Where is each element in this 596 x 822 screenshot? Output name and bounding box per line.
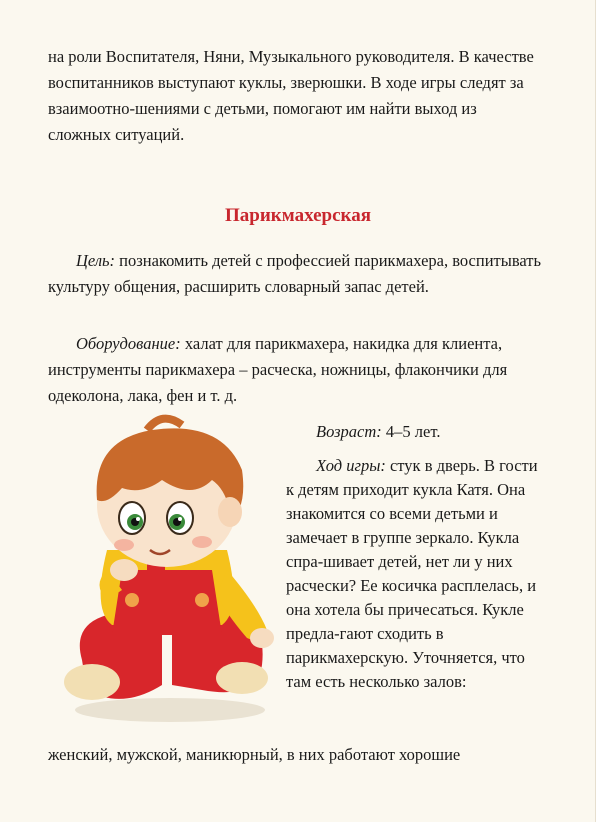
- game-course-text: стук в дверь. В гости к детям приходит кукла Катя. Она знакомится со всеми детьми и замечает в группе зеркало. Кукла спра-шивает детей, нет ли у них расчески? Ее косичка расплелась, и она хотела бы причесаться. Кукле предла-гают сходить в парикмахерскую. Уточняется, что там есть несколько залов:: [286, 456, 538, 691]
- section-title: Парикмахерская: [225, 205, 371, 226]
- equipment-paragraph: [48, 331, 543, 409]
- equipment-text: халат для парикмахера, накидка для клиента, инструменты парикмахера – расческа, ножницы, флакончики для одеколона, лака, фен и т. д.: [48, 334, 508, 405]
- goal-paragraph: [48, 248, 543, 300]
- goal-text: познакомить детей с профессией парикмахера, воспитывать культуру общения, расширить словарный запас детей.: [48, 251, 542, 296]
- boy-illustration: [52, 410, 282, 730]
- age-label: Возраст:: [316, 422, 382, 441]
- intro-paragraph: на роли Воспитателя, Няни, Музыкального руководителя. В качестве воспитанников выступают куклы, зверюшки. В ходе игры следят за взаимоотно-шениями с детьми, помогают им найти выход из сложных ситуаций.: [48, 47, 534, 144]
- age-paragraph: [286, 420, 544, 444]
- age-text: 4–5 лет.: [381, 422, 441, 441]
- game-course-paragraph: [286, 454, 544, 694]
- equipment-label: Оборудование:: [76, 334, 181, 353]
- goal-label: Цель:: [76, 251, 116, 270]
- game-course-label: Ход игры:: [316, 456, 386, 475]
- last-line: женский, мужской, маникюрный, в них работают хорошие: [48, 745, 461, 764]
